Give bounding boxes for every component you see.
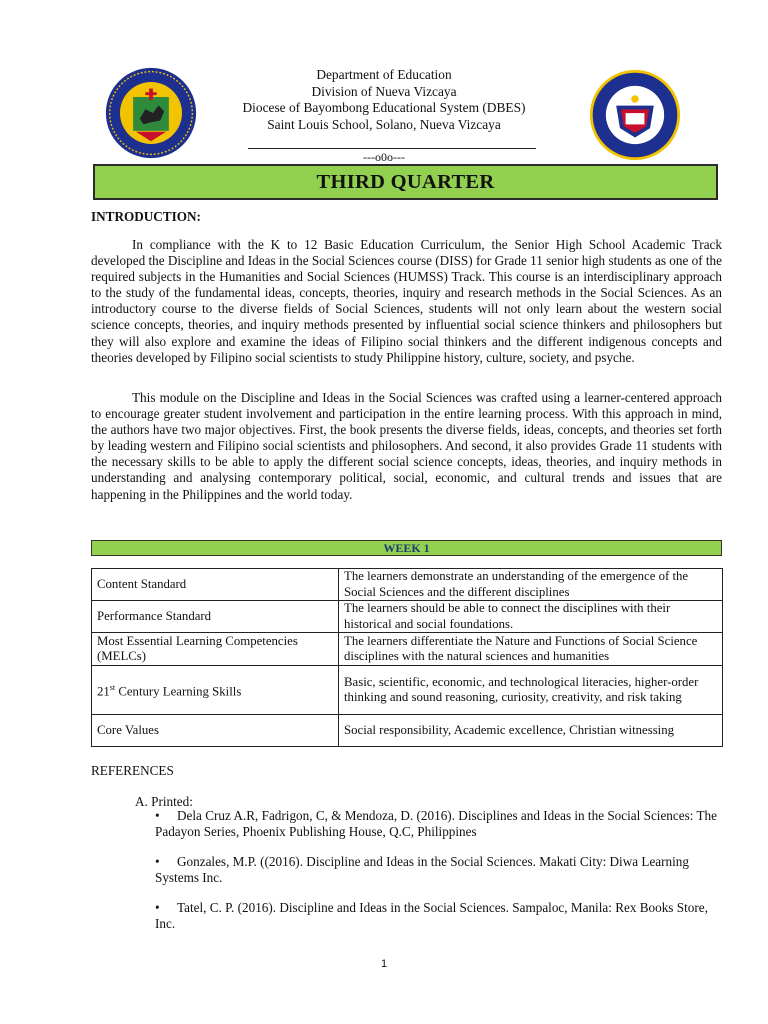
header-divider [248,148,536,149]
skills-label-number: 21 [97,684,110,699]
quarter-banner: THIRD QUARTER [93,164,718,200]
table-row [92,666,723,715]
skills-label-text: Century Learning Skills [115,684,242,699]
reference-item [155,854,722,886]
table-row [92,569,723,601]
reference-text: Tatel, C. P. (2016). Discipline and Ideas in the Social Sciences. Sampaloc, Manila: Rex Books Store, Inc. [155,900,708,931]
standard-label [92,666,339,715]
standard-label: Performance Standard [92,601,339,633]
standard-value: The learners demonstrate an understanding of the emergence of the Social Sciences and the different disciplines [339,569,723,601]
standard-value: Social responsibility, Academic excellence, Christian witnessing [339,715,723,747]
letterhead [180,67,588,133]
table-row [92,633,723,666]
week-label: WEEK 1 [91,540,722,556]
reference-text: Gonzales, M.P. ((2016). Discipline and Ideas in the Social Sciences. Makati City: Diwa Learning Systems Inc. [155,854,689,885]
standard-value: Basic, scientific, economic, and technological literacies, higher-order thinking and sound reasoning, curiosity, creativity, and risk taking [339,666,723,715]
introduction-heading: INTRODUCTION: [91,209,201,224]
bullet-icon: • [155,808,160,823]
header-separator: ---o0o--- [363,150,405,164]
standard-label: Core Values [92,715,339,747]
skills-label-superscript: st [109,683,116,693]
diocese-name: Diocese of Bayombong Educational System (DBES) [242,100,526,115]
bullet-icon: • [155,854,160,869]
table-row [92,715,723,747]
table-row [92,601,723,633]
standard-value: The learners differentiate the Nature and Functions of Social Science disciplines with the natural sciences and humanities [339,633,723,666]
deped-seal-icon [588,68,682,162]
department-name: Department of Education [316,67,452,82]
standard-label: Content Standard [92,569,339,601]
reference-item [155,900,722,932]
references-heading: REFERENCES [91,763,174,778]
reference-text: Dela Cruz A.R, Fadrigon, C, & Mendoza, D. (2016). Disciplines and Ideas in the Social Sciences: The Padayon Series, Phoenix Publishing House, Q.C, Philippines [155,808,717,839]
page-number: 1 [380,958,388,970]
standards-table [91,568,723,747]
introduction-paragraph-2: This module on the Discipline and Ideas in the Social Sciences was crafted using a learner-centered approach to encourage greater student involvement and participation in the entire learning process. With this approach in mind, the authors have two major objectives. First, the book presents the diverse fields, ideas, concepts, and theories set forth by leading western and Filipino social scientists and philosophers. And second, it also provides Grade 11 students with the necessary skills to be able to apply the different social science concepts, ideas, theories, and inquiry methods in understanding and analysing contemporary political, social, economic, and cultural trends and issues that are happening in the Philippines and the world today. [91,390,722,502]
standard-label: Most Essential Learning Competencies (MELCs) [92,633,339,666]
printed-references-label: A. Printed: [135,794,193,809]
division-name: Division of Nueva Vizcaya [311,83,457,99]
reference-item [155,808,722,840]
school-name: Saint Louis School, Solano, Nueva Vizcaya [267,116,501,132]
standard-value: The learners should be able to connect the disciplines with their historical and social foundations. [339,601,723,633]
introduction-paragraph-1: In compliance with the K to 12 Basic Education Curriculum, the Senior High School Academic Track developed the Discipline and Ideas in the Social Sciences course (DISS) for Grade 11 senior high students as one of the required subjects in the Humanities and Social Sciences (HUMSS) Track. This course is an interdisciplinary approach to the study of the fundamental ideas, concepts, theories, inquiry and research methods in the Social Sciences. As an introductory course to the diverse fields of Social Sciences, students will not only learn about the western social science concepts, theories, and inquiry methods presented by influential social science thinkers and philosophers but they will also explore and examine the ideas of Filipino social thinkers and the different indigenous concepts and theories developed by Filipino social scientists to study Philippine history, culture, society, and psyche. [91,237,722,365]
bullet-icon: • [155,900,160,915]
